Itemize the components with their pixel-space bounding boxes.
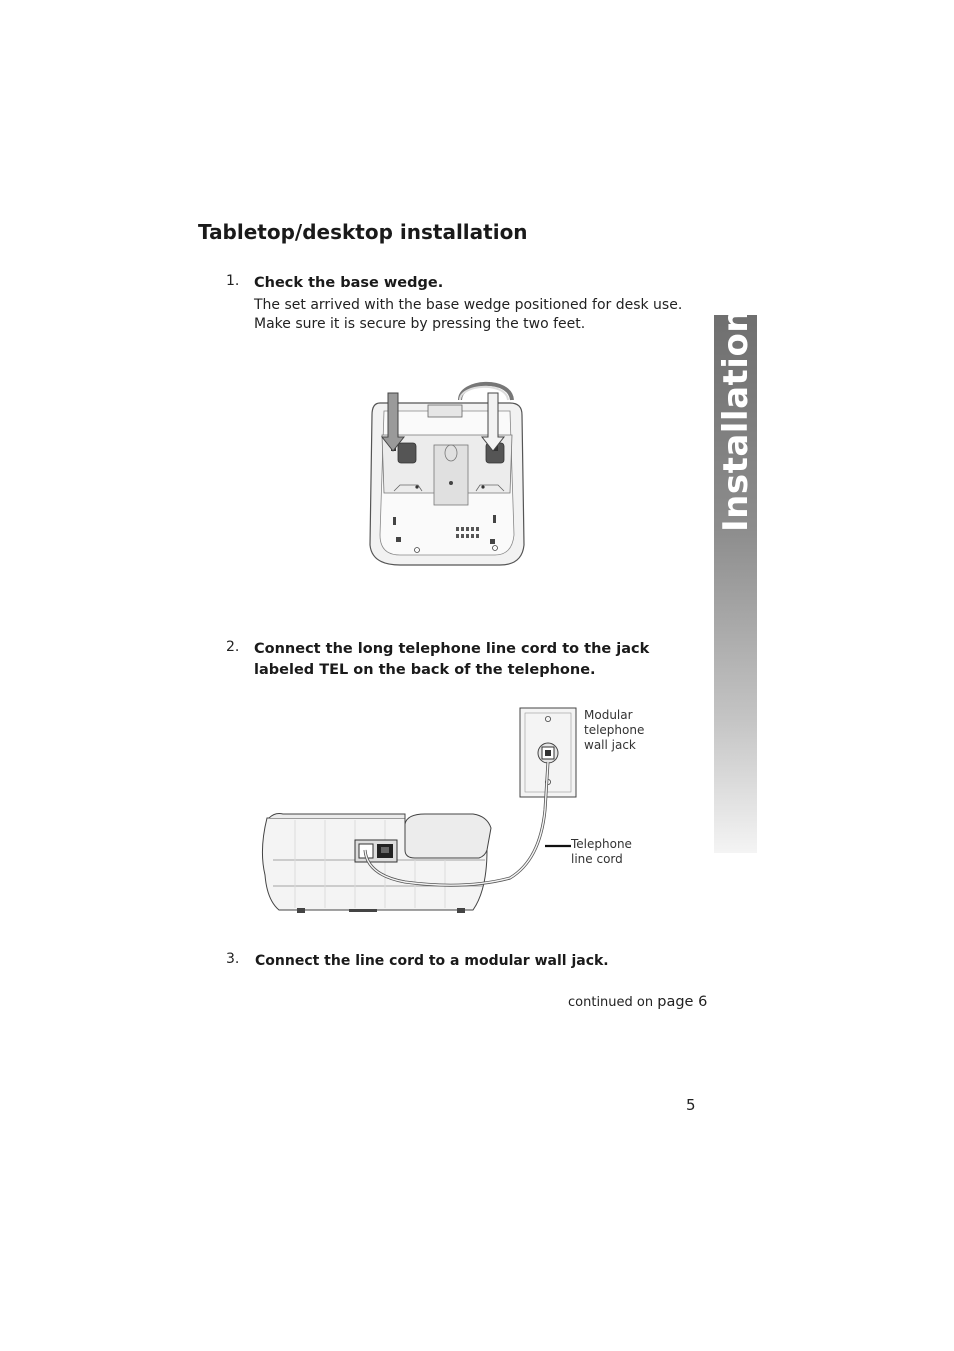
step-3-heading: Connect the line cord to a modular wall jack. — [255, 953, 609, 969]
wall-jack-label-line-1: Modular — [584, 708, 633, 722]
step-1-number: 1. — [226, 273, 240, 289]
continued-note — [568, 994, 707, 1010]
continued-text: continued on — [568, 995, 654, 1010]
wall-jack-label — [584, 708, 644, 753]
side-tab-label: Installation — [715, 307, 756, 533]
step-3-number: 3. — [226, 951, 240, 967]
section-side-tab — [714, 307, 757, 853]
line-cord-label-line-2: line cord — [571, 852, 623, 866]
step-1-heading: Check the base wedge. — [254, 275, 444, 291]
page-number: 5 — [686, 1096, 696, 1114]
continued-page-link[interactable]: page 6 — [657, 994, 708, 1010]
line-cord-label-line-1: Telephone — [571, 837, 632, 851]
step-2-heading-line-2: labeled TEL on the back of the telephone. — [254, 662, 596, 678]
step-1-body-line-2: Make sure it is secure by pressing the two feet. — [254, 316, 586, 332]
step-2-heading-line-1: Connect the long telephone line cord to the jack — [254, 641, 650, 657]
wall-jack-label-line-3: wall jack — [584, 738, 636, 752]
line-cord-label — [571, 837, 632, 867]
step-1-body-line-1: The set arrived with the base wedge positioned for desk use. — [254, 297, 683, 313]
section-title: Tabletop/desktop installation — [198, 220, 528, 244]
wall-jack-label-line-2: telephone — [584, 723, 645, 737]
base-wedge-illustration — [360, 375, 535, 575]
step-2-number: 2. — [226, 639, 240, 655]
line-cord-connection-illustration — [255, 700, 590, 918]
